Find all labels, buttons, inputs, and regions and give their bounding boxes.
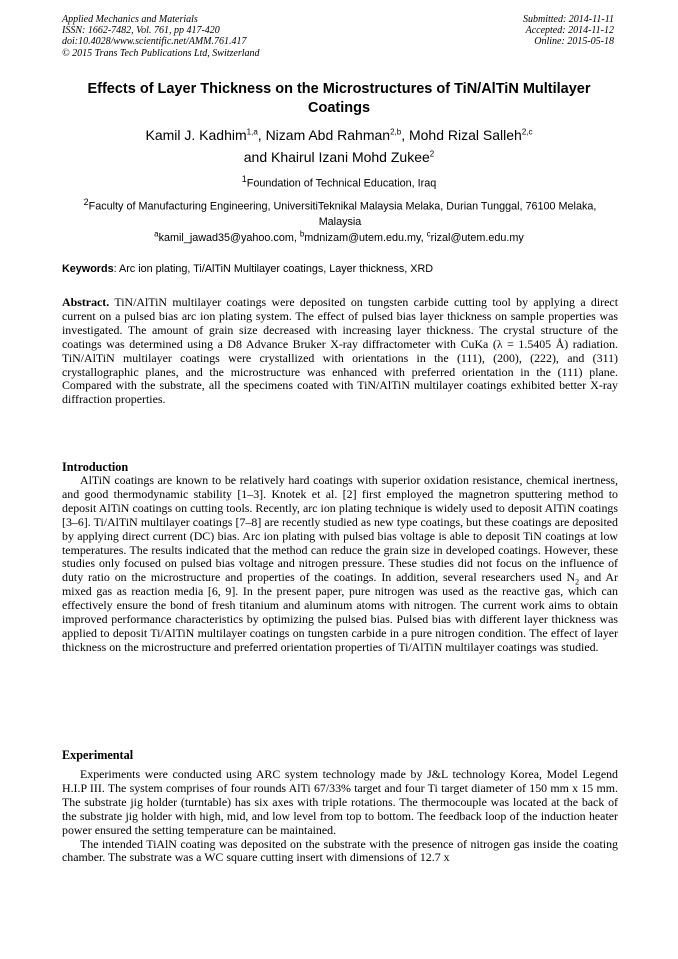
paragraph-text: and Ar mixed gas as reaction media [6, 9]. In the present paper, pure nitrogen was used as the reactive gas, which can effectively ensure the bond of fresh titanium and aluminum atoms with nitrogen. The current work aims to obtain improved performance characteristics by optimizing the pulsed bias. Pulsed bias with different layer thickness was applied to deposit Ti/AlTiN multilayer coatings on tungsten carbide in a pure nitrogen condition. The effect of layer thickness on the microstructure and preferred orientation properties of Ti/AlTiN multilayer coatings was studied. bbox=[62, 570, 618, 654]
journal-doi: doi:10.4028/www.scientific.net/AMM.761.417 bbox=[62, 36, 247, 48]
author-name: Kamil J. Kadhim bbox=[145, 127, 247, 143]
introduction-body bbox=[62, 474, 618, 655]
author-conjunction: and bbox=[243, 149, 272, 165]
author-emails bbox=[60, 231, 618, 245]
experimental-heading: Experimental bbox=[62, 748, 134, 762]
keywords-label: Keywords bbox=[62, 263, 114, 275]
email-mark: b bbox=[299, 229, 305, 239]
email-link[interactable]: rizal@utem.edu.my bbox=[430, 232, 524, 244]
journal-name: Applied Mechanics and Materials bbox=[62, 14, 198, 25]
accepted-date: Accepted: 2014-11-12 bbox=[525, 25, 614, 37]
affiliation-mark: 1 bbox=[241, 174, 247, 184]
introduction-heading: Introduction bbox=[62, 460, 129, 474]
keywords-text: : Arc ion plating, Ti/AlTiN Multilayer coatings, Layer thickness, XRD bbox=[113, 263, 434, 275]
submitted-date: Submitted: 2014-11-11 bbox=[522, 14, 614, 25]
author-separator: , bbox=[401, 127, 409, 143]
email-link[interactable]: mdnizam@utem.edu.my, bbox=[304, 232, 427, 244]
affiliation-text: Foundation of Technical Education, Iraq bbox=[246, 177, 437, 190]
journal-header-left bbox=[62, 14, 260, 59]
abstract-label: Abstract. bbox=[62, 295, 110, 309]
title-line-2: Coatings bbox=[307, 100, 371, 116]
author-affiliation-mark: 2,c bbox=[521, 127, 533, 137]
affiliation-text: Faculty of Manufacturing Engineering, UniversitiTeknikal Malaysia Melaka, Durian Tunggal, 76100 Melaka, Malaysia bbox=[88, 200, 597, 228]
email-link[interactable]: kamil_jawad35@yahoo.com, bbox=[158, 232, 300, 244]
journal-header-right bbox=[523, 14, 614, 48]
affiliation-1 bbox=[60, 172, 618, 191]
title-line-1: Effects of Layer Thickness on the Microstructures of TiN/AlTiN Multilayer bbox=[87, 81, 591, 97]
affiliation-mark: 2 bbox=[83, 197, 89, 207]
paragraph: The intended TiAlN coating was deposited on the substrate with the presence of nitrogen gas inside the coating chamber. The substrate was a WC square cutting insert with dimensions of 12.7 x bbox=[62, 836, 618, 865]
keywords bbox=[62, 262, 618, 276]
author-affiliation-mark: 2 bbox=[429, 149, 435, 159]
abstract bbox=[62, 296, 618, 407]
paragraph bbox=[62, 474, 618, 655]
affiliation-2 bbox=[62, 195, 618, 230]
paragraph: Experiments were conducted using ARC system technology made by J&L technology Korea, Model Legend H.I.P III. The system comprises of four rounds AlTi 67/33% target and four Ti target diameter of 150 mm x 15 mm. The substrate jig holder (turntable) has six axes with triple rotations. The thermocouple was located at the back of the substrate jig holder with high, mid, and low level from top to bottom. The feedback loop of the induction heater power ensured the setting temperature can be maintained. bbox=[62, 767, 618, 837]
author-name: Khairul Izani Mohd Zukee bbox=[271, 149, 430, 165]
paragraph-text: AlTiN coatings are known to be relatively hard coatings with superior oxidation resistance, chemical inertness, and good thermodynamic stability [1–3]. Knotek et al. [2] first employed the magnetron sputtering method to deposit AlTiN coatings on cutting tools. Recently, arc ion plating technique is widely used to deposit AlTiN coatings [3–6]. Ti/AlTiN multilayer coatings [7–8] are recently studied as new type coatings, but these coatings are deposited by applying direct current (DC) bias. Arc ion plating with pulsed bias voltage is able to deposit TiN coatings at low temperatures. The results indicated that the method can reduce the grain size in developed coatings. However, these studies only focused on pulsed bias voltage and nitrogen pressure. These studies did not focus on the influence of duty ratio on the microstructure and properties of the coatings. In addition, several researchers used N bbox=[62, 473, 618, 585]
online-date: Online: 2015-05-18 bbox=[534, 36, 614, 48]
email-mark: a bbox=[154, 229, 159, 239]
email-mark: c bbox=[426, 229, 431, 239]
journal-issn: ISSN: 1662-7482, Vol. 761, pp 417-420 bbox=[62, 25, 220, 37]
author-name: Mohd Rizal Salleh bbox=[408, 127, 522, 143]
author-separator: , bbox=[257, 127, 266, 143]
author-name: Nizam Abd Rahman bbox=[265, 127, 391, 143]
author-affiliation-mark: 1,a bbox=[246, 127, 258, 137]
abstract-text: TiN/AlTiN multilayer coatings were deposited on tungsten carbide cutting tool by applying a direct current on a pulsed bias arc ion plating system. The effect of pulsed bias layer thickness on sample properties was investigated. The amount of grain size decreased with increasing layer thickness. The crystal structure of the coatings was determined using a D8 Advance Bruker X-ray diffractometer with CuKa (λ = 1.5405 Å) radiation. TiN/AlTiN multilayer coatings were crystallized with orientations in the (111), (200), (222), and (311) crystallographic planes, and the microstructure was enhanced with preferred orientation in the (111) plane. Compared with the substrate, all the specimens coated with TiN/AlTiN multilayer coatings exhibited better X-ray diffraction properties. bbox=[62, 295, 618, 407]
paper-title bbox=[60, 80, 618, 118]
experimental-body bbox=[62, 768, 618, 865]
journal-copyright: © 2015 Trans Tech Publications Ltd, Switzerland bbox=[62, 47, 260, 59]
author-affiliation-mark: 2,b bbox=[390, 127, 402, 137]
author-list bbox=[60, 124, 618, 168]
subscript: 2 bbox=[575, 577, 580, 587]
